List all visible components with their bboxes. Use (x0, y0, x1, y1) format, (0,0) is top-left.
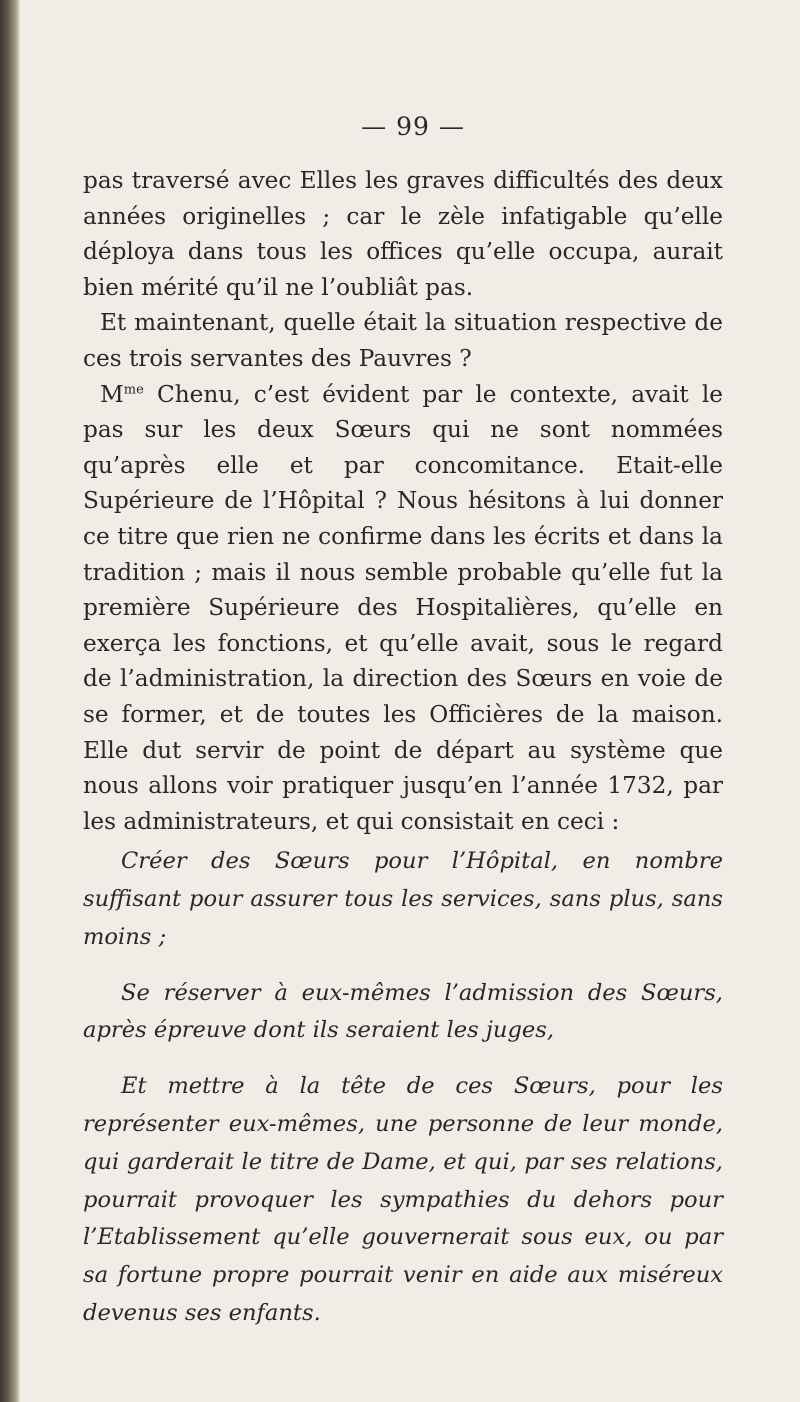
paragraph-1: pas traversé avec Elles les graves difficultés des deux années originelles ; car le zèle infatigable qu’elle déploya dans tous les offices qu’elle occupa, aurait bien mérité qu’il ne l’oubliât pas. (83, 167, 723, 301)
italic-paragraph-1: Créer des Sœurs pour l’Hôpital, en nombre suffisant pour assurer tous les services, sans plus, sans moins ; (83, 848, 723, 950)
page-body (83, 112, 723, 1333)
book-spine-shadow (0, 0, 20, 1402)
italic-paragraph-2: Se réserver à eux-mêmes l’admission des Sœurs, après épreuve dont ils seraient les juges, (83, 979, 723, 1044)
title-abbrev: $M^{me}$ (100, 380, 144, 408)
page-number: — 99 — (361, 112, 465, 141)
italic-paragraph-3: Et mettre à la tête de ces Sœurs, pour les représenter eux-mêmes, une personne de leur monde, qui garderait le titre de Dame, et qui, par ses relations, pourrait provoquer les sympathies du dehors pour l’Etablissement qu’elle gouvernerait sous eux, ou par sa fortune propre pourrait venir en aide aux miséreux devenus ses enfants. (83, 1073, 723, 1327)
paragraph-2: Et maintenant, quelle était la situation respective de ces trois servantes des Pauvres ? (83, 309, 723, 372)
paragraph-3-text: Chenu, c’est évident par le contexte, avait le pas sur les deux Sœurs qui ne sont nommées qu’après elle et par concomitance. Etait-elle Supérieure de l’Hôpital ? Nous hésitons à lui donner ce titre que rien ne confirme dans les écrits et dans la tradition ; mais il nous semble probable qu’elle fut la première Supérieure des Hospitalières, qu’elle en exerça les fonctions, et qu’elle avait, sous le regard de l’administration, la direction des Sœurs en voie de se former, et de toutes les Officières de la maison. Elle dut servir de point de départ au système que nous allons voir pratiquer jusqu’en l’année 1732, par les administrateurs, et qui consistait en ceci : (83, 380, 723, 835)
paragraph-3 (83, 377, 723, 840)
